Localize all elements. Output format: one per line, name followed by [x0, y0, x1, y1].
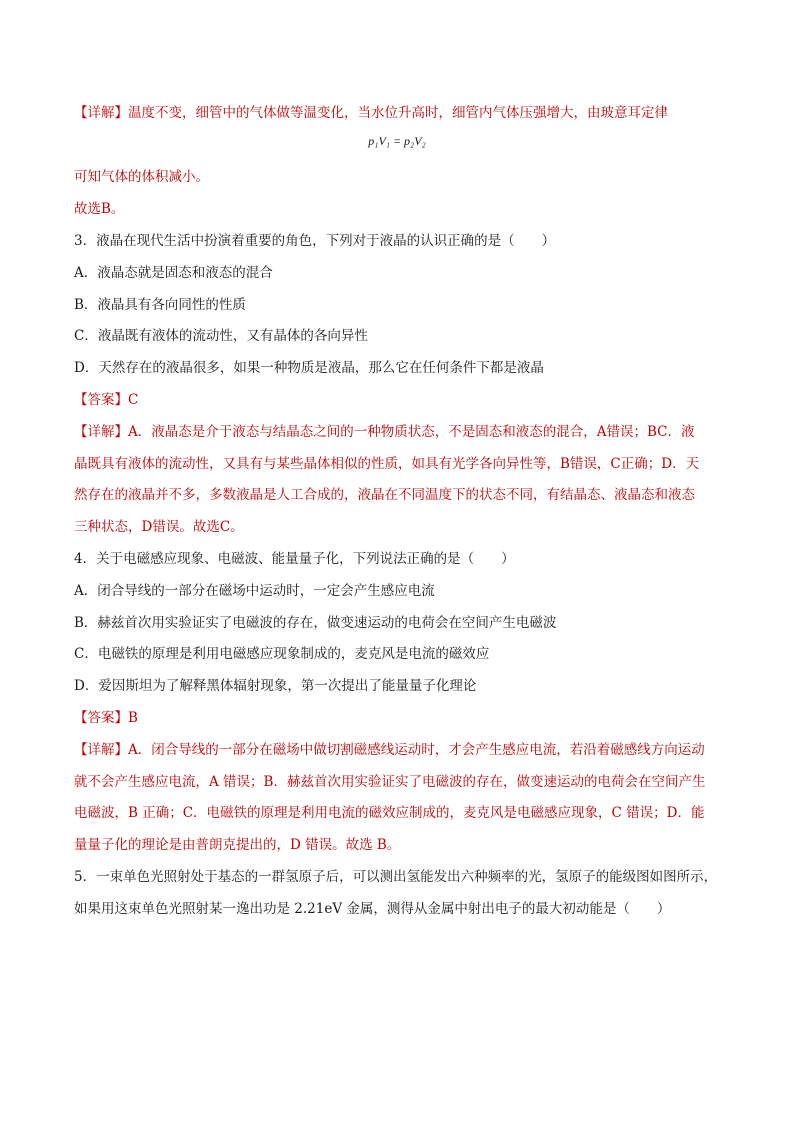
q3-detail-line-2 [74, 452, 699, 472]
q4-option-a: A．闭合导线的一部分在磁场中运动时，一定会产生感应电流 [74, 583, 435, 599]
answer-tag: 【答案】 [74, 392, 128, 408]
q3-detail-line-3: 然存在的液晶并不多，多数液晶是人工合成的，液晶在不同温度下的状态不同，有结晶态、液晶态和液态 [74, 487, 695, 503]
detail-text: A．液晶态是介于液态与结晶态之间的一种物质状态，不是固态和液态的混合， [128, 424, 597, 440]
detail-text: 三种状态， [74, 519, 142, 535]
detail-text: BC．液 [647, 424, 695, 440]
q4-stem: 4．关于电磁感应现象、电磁波、能量量子化，下列说法正确的是（ ） [74, 551, 515, 567]
detail-text: 晶既具有液体的流动性，又具有与某些晶体相似的性质，如具有光学各向异性等， [74, 456, 560, 472]
answer-value: C [128, 392, 139, 408]
q4-option-b: B．赫兹首次用实验证实了电磁波的存在，做变速运动的电荷会在空间产生电磁波 [74, 615, 557, 631]
answer-value: B [128, 710, 138, 726]
detail-text: D．天 [661, 456, 700, 472]
detail-text: 正确； [620, 456, 662, 472]
detail-text: 错误， [569, 456, 611, 472]
q4-detail-line-2: 就不会产生感应电流，A 错误；B．赫兹首次用实验证实了电磁波的存在，做变速运动的电荷会在空间产生 [74, 774, 706, 790]
q3-option-c: C．液晶既有液体的流动性，又有晶体的各向异性 [74, 328, 368, 344]
q4-option-d: D．爱因斯坦为了解释黑体辐射现象，第一次提出了能量量子化理论 [74, 678, 477, 694]
detail-1-choose: 故选B。 [74, 201, 125, 217]
q3-detail-line-1 [74, 420, 695, 440]
detail-1-conclusion: 可知气体的体积减小。 [74, 169, 209, 185]
q5-stem-line-1: 5．一束单色光照射处于基态的一群氢原子后，可以测出氢能发出六种频率的光，氢原子的能级图如图所示， [74, 869, 718, 885]
detail-text: A．闭合导线的一部分在磁场中做切割磁感线运动时，才会产生感应电流，若沿着磁感线方向运动 [128, 742, 705, 758]
detail-text: B [560, 456, 570, 472]
q3-detail-line-4 [74, 515, 244, 535]
q3-answer [74, 388, 138, 408]
q3-option-a: A．液晶态就是固态和液态的混合 [74, 265, 273, 281]
detail-text: C [219, 519, 231, 535]
q3-option-b: B．液晶具有各向同性的性质 [74, 297, 246, 313]
detail-1-line [74, 101, 668, 121]
q4-detail-line-4: 量量子化的理论是由普朗克提出的，D 错误。故选 B。 [74, 837, 401, 853]
detail-text: A [596, 424, 607, 440]
q4-detail-line-3: 电磁波，B 正确；C．电磁铁的原理是利用电流的磁效应制成的，麦克风是电磁感应现象，C 错误；D．能 [74, 805, 705, 821]
q4-option-c: C．电磁铁的原理是利用电磁感应现象制成的，麦克风是电流的磁效应 [74, 646, 490, 662]
detail-text: 。 [230, 519, 244, 535]
q3-option-d: D．天然存在的液晶很多，如果一种物质是液晶，那么它在任何条件下都是液晶 [74, 360, 544, 376]
q4-answer [74, 706, 138, 726]
detail-text: C [610, 456, 621, 472]
q5-stem-line-2: 如果用这束单色光照射某一逸出功是 2.21eV 金属，测得从金属中射出电子的最大初动能是（ ） [74, 901, 671, 917]
detail-text: 温度不变，细管中的气体做等温变化，当水位升高时，细管内气体压强增大，由玻意耳定律 [128, 105, 668, 121]
answer-tag: 【答案】 [74, 710, 128, 726]
detail-text: 错误。故选 [152, 519, 220, 535]
q3-stem: 3．液晶在现代生活中扮演着重要的角色，下列对于液晶的认识正确的是（ ） [74, 233, 556, 249]
detail-text: 错误； [606, 424, 647, 440]
detail-tag: 【详解】 [74, 105, 128, 121]
detail-tag: 【详解】 [74, 742, 128, 758]
detail-tag: 【详解】 [74, 424, 128, 440]
detail-text: D [141, 519, 153, 535]
formula: p₁V₁ = p₂V₂ [368, 134, 426, 148]
q4-detail-line-1 [74, 738, 705, 758]
